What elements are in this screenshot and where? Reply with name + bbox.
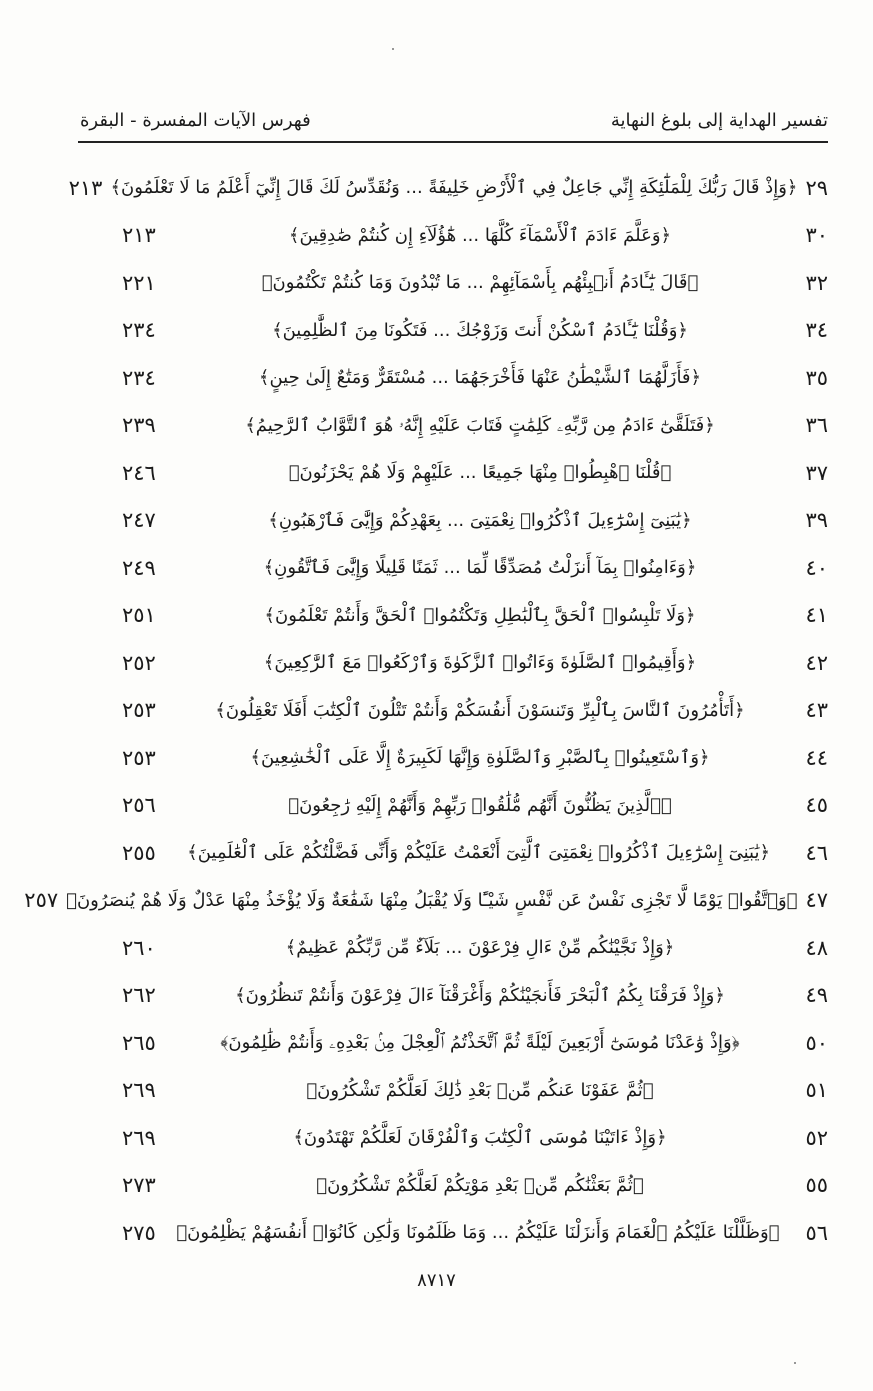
- verse-number: ٥٠: [805, 1030, 828, 1055]
- verse-number: ٤٠: [805, 555, 828, 580]
- table-row: [80, 782, 828, 830]
- page-reference: ٢٣٤: [122, 318, 156, 343]
- verse-number: ٣٧: [805, 460, 828, 485]
- table-row: [24, 877, 828, 925]
- verse-text: ﴿يَٰبَنِىٓ إِسْرَٰٓءِيلَ ٱذْكُرُوا۟ نِعْمَتِىَ ٱلَّتِىٓ أَنْعَمْتُ عَلَيْكُمْ وَأَنِّى فَضَّلْتُكُمْ عَلَى ٱلْعَٰلَمِينَ﴾: [187, 842, 770, 864]
- header-rule: [78, 141, 828, 143]
- verse-text: ﴿ثُمَّ عَفَوْنَا عَنكُم مِّنۢ بَعْدِ ذَٰلِكَ لَعَلَّكُمْ تَشْكُرُونَ﴾: [306, 1079, 654, 1101]
- verse-number: ٤٤: [805, 745, 828, 770]
- verse-text: ﴿ٱلَّذِينَ يَظُنُّونَ أَنَّهُم مُّلَٰقُوا۟ رَبِّهِمْ وَأَنَّهُمْ إِلَيْهِ رَٰجِعُونَ﴾: [288, 794, 672, 816]
- verse-number: ٤٨: [805, 935, 828, 960]
- page-reference: ٢٤٧: [122, 508, 156, 533]
- verse-number: ٣٩: [805, 508, 828, 533]
- page-reference: ٢٥٦: [122, 793, 156, 818]
- page-reference: ٢٦٩: [122, 1125, 156, 1150]
- table-row: [80, 687, 828, 735]
- table-row: [80, 354, 828, 402]
- verse-number: ٤٥: [805, 793, 828, 818]
- verse-number: ٥٢: [805, 1125, 828, 1150]
- table-row: [80, 592, 828, 640]
- page-reference: ٢٥٢: [122, 650, 156, 675]
- section-title: فهرس الآيات المفسرة - البقرة: [80, 109, 311, 131]
- verse-number: ٤٣: [805, 698, 828, 723]
- verse-number: ٤١: [805, 603, 828, 628]
- table-row: [80, 734, 828, 782]
- verse-number: ٤٧: [805, 888, 828, 913]
- table-row: [80, 449, 828, 497]
- verse-number: ٣٢: [805, 270, 828, 295]
- verse-text: ﴿وَظَلَّلْنَا عَلَيْكُمُ ٱلْغَمَامَ وَأَنزَلْنَا عَلَيْكُمُ ... وَمَا ظَلَمُونَا وَلَٰكِن كَانُوٓا۟ أَنفُسَهُمْ يَظْلِمُونَ﴾: [176, 1222, 780, 1244]
- verse-text: ﴿وَٱسْتَعِينُوا۟ بِٱلصَّبْرِ وَٱلصَّلَوٰةِ وَإِنَّهَا لَكَبِيرَةٌ إِلَّا عَلَى ٱلْخَٰشِعِينَ﴾: [250, 747, 710, 769]
- verse-number: ٥١: [805, 1078, 828, 1103]
- table-row: [80, 497, 828, 545]
- page-reference: ٢٣٩: [122, 413, 156, 438]
- page-reference: ٢٧٥: [122, 1220, 156, 1245]
- verse-number: ٣٥: [805, 365, 828, 390]
- table-row: [80, 259, 828, 307]
- speck: [794, 1362, 796, 1364]
- verse-text: ﴿وَأَقِيمُوا۟ ٱلصَّلَوٰةَ وَءَاتُوا۟ ٱلزَّكَوٰةَ وَٱرْكَعُوا۟ مَعَ ٱلرَّٰكِعِينَ﴾: [263, 652, 697, 674]
- verse-number: ٤٩: [805, 983, 828, 1008]
- verse-text: ﴿ثُمَّ بَعَثْنَٰكُم مِّنۢ بَعْدِ مَوْتِكُمْ لَعَلَّكُمْ تَشْكُرُونَ﴾: [316, 1174, 644, 1196]
- page-reference: ٢١٣: [68, 175, 103, 200]
- verse-text: ﴿وَلَا تَلْبِسُوا۟ ٱلْحَقَّ بِٱلْبَٰطِلِ وَتَكْتُمُوا۟ ٱلْحَقَّ وَأَنتُمْ تَعْلَمُونَ﴾: [264, 604, 696, 626]
- verse-text: ﴿أَتَأْمُرُونَ ٱلنَّاسَ بِٱلْبِرِّ وَتَنسَوْنَ أَنفُسَكُمْ وَأَنتُمْ تَتْلُونَ ٱلْكِتَٰبَ أَفَلَا تَعْقِلُونَ﴾: [215, 699, 745, 721]
- verse-text: ﴿قُلْنَا ٱهْبِطُوا۟ مِنْهَا جَمِيعًا ... عَلَيْهِمْ وَلَا هُمْ يَحْزَنُونَ﴾: [288, 462, 672, 484]
- verse-text: ﴿يَٰبَنِىٓ إِسْرَٰٓءِيلَ ٱذْكُرُوا۟ نِعْمَتِىَ ... بِعَهْدِكُمْ وَإِيَّٰىَ فَٱرْهَبُونِ﴾: [268, 509, 692, 531]
- table-row: [80, 307, 828, 355]
- verse-text: ﴿وَعَلَّمَ ءَادَمَ ٱلْأَسْمَآءَ كُلَّهَا ... هَٰٓؤُلَآءِ إِن كُنتُمْ صَٰدِقِينَ﴾: [288, 224, 672, 246]
- verse-number: ٢٩: [805, 175, 828, 200]
- verse-text: ﴿وَقُلْنَا يَٰٓـَٔادَمُ ٱسْكُنْ أَنتَ وَزَوْجُكَ ... فَتَكُونَا مِنَ ٱلظَّٰلِمِينَ﴾: [272, 319, 688, 341]
- verse-text: ﴿وَءَامِنُوا۟ بِمَآ أَنزَلْتُ مُصَدِّقًا لِّمَا ... ثَمَنًا قَلِيلًا وَإِيَّٰىَ فَٱتَّقُونِ﴾: [263, 557, 697, 579]
- verse-text: ﴿فَأَزَلَّهُمَا ٱلشَّيْطَٰنُ عَنْهَا فَأَخْرَجَهُمَا ... مُسْتَقَرٌّ وَمَتَٰعٌ إِلَىٰ حِينٍ﴾: [258, 367, 702, 389]
- page-reference: ٢٦٢: [122, 983, 156, 1008]
- table-row: [80, 972, 828, 1020]
- table-row: [80, 1019, 828, 1067]
- table-row: [68, 164, 828, 212]
- verse-text: ﴿وَإِذْ فَرَقْنَا بِكُمُ ٱلْبَحْرَ فَأَنجَيْنَٰكُمْ وَأَغْرَقْنَآ ءَالَ فِرْعَوْنَ وَأَنتُمْ تَنظُرُونَ﴾: [235, 984, 725, 1006]
- verse-text: ﴿وَإِذْ ءَاتَيْنَا مُوسَى ٱلْكِتَٰبَ وَٱلْفُرْقَانَ لَعَلَّكُمْ تَهْتَدُونَ﴾: [293, 1127, 667, 1149]
- page-reference: ٢٢١: [122, 270, 156, 295]
- page-reference: ٢٥٥: [122, 840, 156, 865]
- verse-number: ٥٥: [805, 1173, 828, 1198]
- table-row: [80, 1209, 828, 1257]
- verse-number: ٣٠: [805, 223, 828, 248]
- table-row: [80, 829, 828, 877]
- verse-text: ﴿وَإِذْ قَالَ رَبُّكَ لِلْمَلَٰٓئِكَةِ إِنِّي جَاعِلٌ فِي ٱلْأَرْضِ خَلِيفَةً ... وَنُقَدِّسُ لَكَ قَالَ إِنِّيٓ أَعْلَمُ مَا لَا تَعْلَمُونَ﴾: [110, 177, 798, 199]
- page-header: [80, 103, 828, 137]
- table-row: [80, 1162, 828, 1210]
- speck: [392, 48, 394, 50]
- book-title: تفسير الهداية إلى بلوغ النهاية: [610, 109, 828, 131]
- page-reference: ٢٣٤: [122, 365, 156, 390]
- verse-text: ﴿فَتَلَقَّىٰٓ ءَادَمُ مِن رَّبِّهِۦ كَلِمَٰتٍ فَتَابَ عَلَيْهِ إِنَّهُۥ هُوَ ٱلتَّوَّابُ ٱلرَّحِيمُ﴾: [245, 414, 715, 436]
- page-reference: ٢٦٩: [122, 1078, 156, 1103]
- page-reference: ٢٦٠: [122, 935, 156, 960]
- verse-number: ٥٦: [805, 1220, 828, 1245]
- table-row: [80, 639, 828, 687]
- table-row: [80, 544, 828, 592]
- page-reference: ٢٧٣: [122, 1173, 156, 1198]
- table-row: [80, 402, 828, 450]
- page-reference: ٢٥٣: [122, 745, 156, 770]
- table-row: [80, 212, 828, 260]
- page-reference: ٢٦٥: [122, 1030, 156, 1055]
- verse-text: ﴿وَإِذْ نَجَّيْنَٰكُم مِّنْ ءَالِ فِرْعَوْنَ ... بَلَآءٌ مِّن رَّبِّكُمْ عَظِيمٌ﴾: [285, 937, 675, 959]
- page-reference: ٢٤٦: [122, 460, 156, 485]
- page-reference: ٢٥٣: [122, 698, 156, 723]
- verse-index-table: [24, 164, 828, 1257]
- page-reference: ٢٥١: [122, 603, 156, 628]
- table-row: [80, 924, 828, 972]
- page-reference: ٢١٣: [122, 223, 156, 248]
- verse-number: ٣٤: [805, 318, 828, 343]
- verse-number: ٤٢: [805, 650, 828, 675]
- verse-text: ﴿وَٱتَّقُوا۟ يَوْمًا لَّا تَجْزِى نَفْسٌ عَن نَّفْسٍ شَيْـًٔا وَلَا يُقْبَلُ مِنْهَا شَفَٰعَةٌ وَلَا يُؤْخَذُ مِنْهَا عَدْلٌ وَلَا هُمْ يُنصَرُونَ﴾: [66, 889, 798, 911]
- table-row: [80, 1067, 828, 1115]
- verse-text: ﴿قَالَ يَٰٓـَٔادَمُ أَنۢبِئْهُم بِأَسْمَآئِهِمْ ... مَا تُبْدُونَ وَمَا كُنتُمْ تَكْتُمُونَ﴾: [261, 272, 699, 294]
- verse-number: ٣٦: [805, 413, 828, 438]
- verse-text: ﴿وَإِذْ وَٰعَدْنَا مُوسَىٰٓ أَرْبَعِينَ لَيْلَةً ثُمَّ ٱتَّخَذْتُمُ ٱلْعِجْلَ مِنۢ بَعْدِهِۦ وَأَنتُمْ ظَٰلِمُونَ﴾: [220, 1032, 740, 1054]
- page-reference: ٢٥٧: [24, 888, 59, 913]
- page-reference: ٢٤٩: [122, 555, 156, 580]
- page-number: ٨٧١٧: [417, 1270, 456, 1291]
- table-row: [80, 1114, 828, 1162]
- verse-number: ٤٦: [805, 840, 828, 865]
